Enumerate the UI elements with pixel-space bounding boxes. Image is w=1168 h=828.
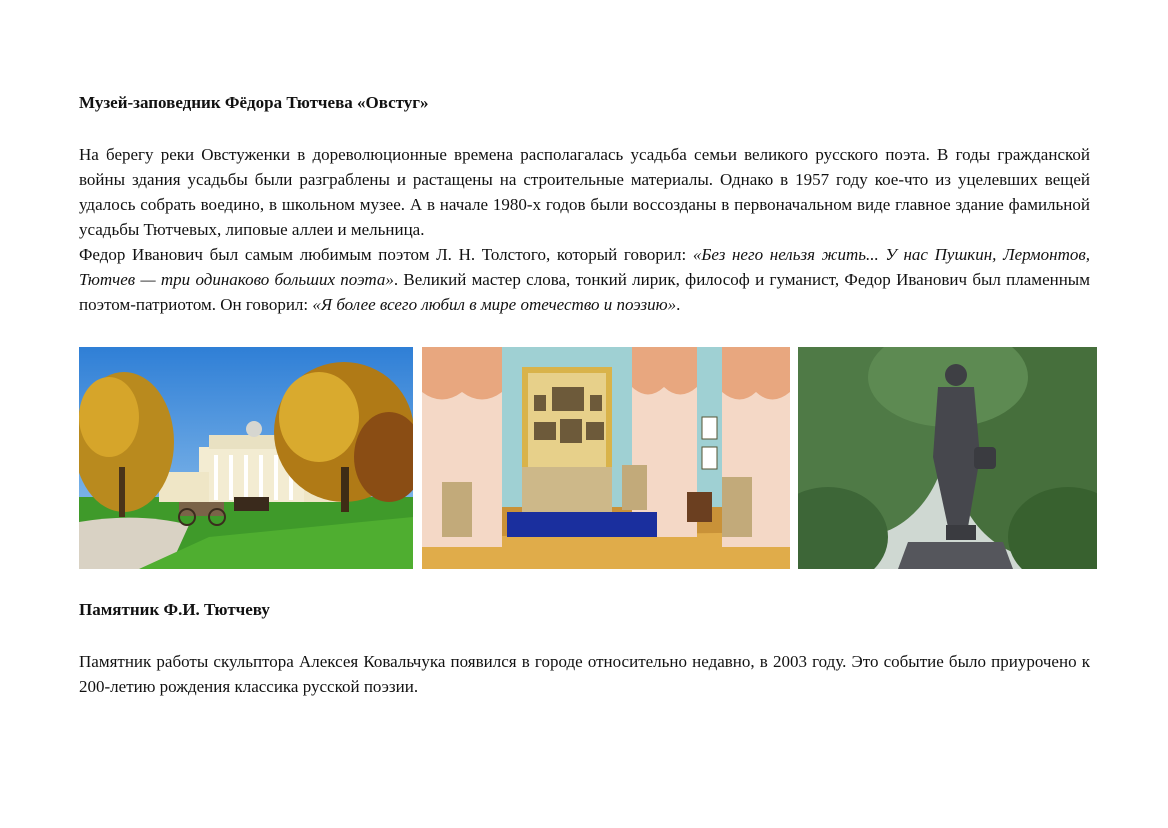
interior-photo [422, 347, 790, 569]
museum-description [79, 142, 1090, 317]
monument-paragraph: Памятник работы скульптора Алексея Ковальчука появился в городе относительно недавно, в 2003 году. Это событие было приурочено к 200-летию рождения классика русской поэзии. [79, 652, 1090, 696]
paragraph-text: . Великий мастер слова, тонкий лирик, философ и гуманист, Федор Иванович был пламенным поэтом-патриотом. Он говорил: [79, 270, 1090, 314]
section-title-museum: Музей-заповедник Фёдора Тютчева «Овстуг» [79, 93, 429, 112]
monument-photo [798, 347, 1097, 569]
section-title-monument: Памятник Ф.И. Тютчеву [79, 600, 270, 619]
tyutchev-quote: «Я более всего любил в мире отечество и поэзию» [312, 295, 677, 314]
monument-description [79, 649, 1090, 699]
manor-photo [79, 347, 413, 569]
paragraph-text: Федор Иванович был самым любимым поэтом Л. Н. Толстого, который говорил: [79, 245, 693, 264]
museum-paragraph-1: На берегу реки Овстуженки в дореволюционные времена располагалась усадьба семьи великого русского поэта. В годы гражданской войны здания усадьбы были разграблены и растащены на строительные материалы. Однако в 1957 году кое-что из уцелевших вещей удалось собрать воедино, в школьном музее. А в начале 1980-х годов были воссозданы в первоначальном виде главное здание фамильной усадьбы Тютчевых, липовые аллеи и мельница. [79, 145, 1090, 239]
tolstoy-quote: «Без него нельзя жить... У нас Пушкин, Лермонтов, Тютчев — три одинаково больших поэта» [79, 245, 1090, 289]
paragraph-text: . [676, 295, 681, 314]
museum-paragraph-2 [79, 242, 1090, 317]
